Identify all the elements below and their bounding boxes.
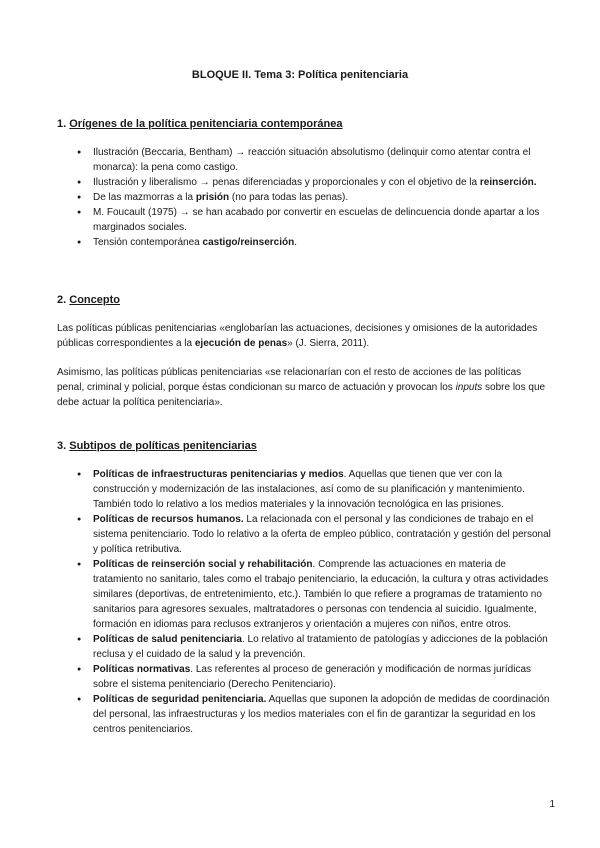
list-item: ● Políticas normativas. Las referentes al proceso de generación y modificación de normas jurídicas sobre el sistema penitenciario (Derecho Penitenciario). [57,662,551,692]
list-item: ● Tensión contemporánea castigo/reinserción. [57,235,547,250]
list-item: ● M. Foucault (1975) → se han acabado por convertir en escuelas de delincuencia donde apartar a los marginados sociales. [57,205,547,235]
section2-heading [57,294,120,306]
page-number: 1 [549,799,555,810]
list-item: ● Políticas de seguridad penitenciaria. Aquellas que suponen la adopción de medidas de coordinación del personal, las infraestructuras y los medios materiales con el fin de garantizar la seguridad en los centros penitenciarios. [57,692,551,737]
list-item: ● Políticas de infraestructuras penitenciarias y medios. Aquellas que tienen que ver con la construcción y modernización de las instalaciones, así como de su planificación y mantenimiento. También todo lo relativo a los medios materiales y la innovación tecnológica en las prisiones. [57,467,551,512]
section2-paragraph-2: Asimismo, las políticas públicas penitenciarias «se relacionarían con el resto de acciones de las políticas penal, criminal y policial, porque éstas condicionan su marco de actuación y provocan los inputs sobre los que debe actuar la política penitenciaria». [57,367,546,408]
list-item: ● Políticas de recursos humanos. La relacionada con el personal y las condiciones de trabajo en el sistema penitenciario. Todo lo relativo a la oferta de empleo público, contratación y gestión del personal y política retributiva. [57,512,551,557]
list-item: ● Ilustración y liberalismo → penas diferenciadas y proporcionales y con el objetivo de la reinserción. [57,175,547,190]
section1-heading [57,118,343,130]
list-item: ● Políticas de reinserción social y rehabilitación. Comprende las actuaciones en materia de tratamiento no sanitario, tales como el trabajo penitenciario, la educación, la cultura y otras actividades similares (deportivas, de entretenimiento, etc.). También lo que refiere a programas de tratamiento no sanitarios para agresores sexuales, maltratadores o personas con tendencia al suicidio. Igualmente, formación en idiomas para reclusos extranjeros y orientación a mujeres con niños, entre otros. [57,557,551,632]
list-item: ● De las mazmorras a la prisión (no para todas las penas). [57,190,547,205]
section3-heading [57,440,257,452]
list-item: ● Políticas de salud penitenciaria. Lo relativo al tratamiento de patologías y adicciones de la población reclusa y el cuidado de la salud y la prevención. [57,632,551,662]
section2-paragraph-1: Las políticas públicas penitenciarias «englobarían las actuaciones, decisiones y omisiones de la autoridades públicas correspondientes a la ejecución de penas» (J. Sierra, 2011). [57,323,538,349]
list-item: ● Ilustración (Beccaria, Bentham) → reacción situación absolutismo (delinquir como atentar contra el monarca): la pena como castigo. [57,145,547,175]
section3-list [57,467,551,737]
section1-title: Orígenes de la política penitenciaria contemporánea [69,118,343,130]
section3-number: 3. [57,440,67,452]
section2-number: 2. [57,294,67,306]
section1-list [57,145,547,250]
section3-title: Subtipos de políticas penitenciarias [69,440,257,452]
section1-number: 1. [57,118,67,130]
section2-title: Concepto [69,294,120,306]
document-title: BLOQUE II. Tema 3: Política penitenciaria [191,69,409,81]
